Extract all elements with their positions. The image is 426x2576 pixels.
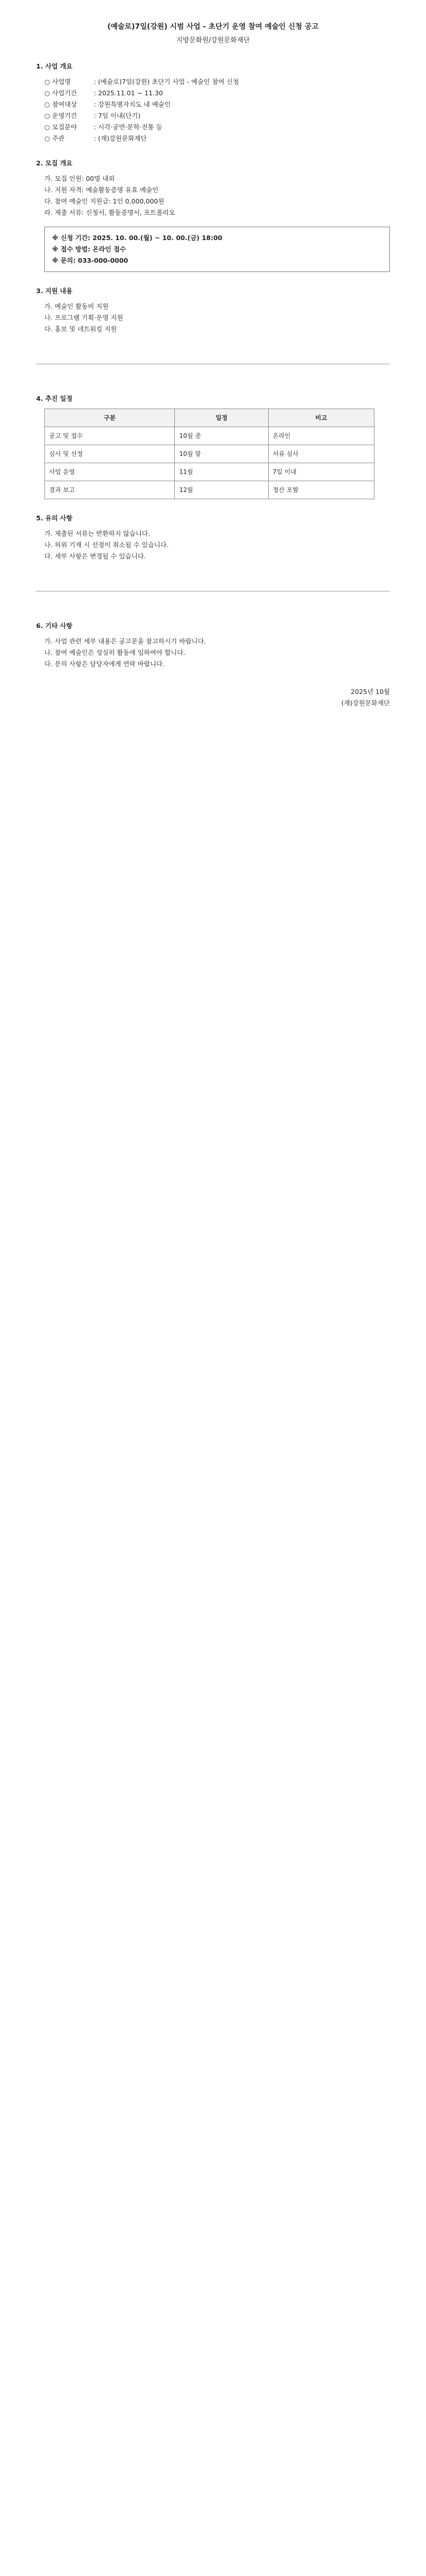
document-subtitle: 지방문화원/강원문화재단 (176, 37, 250, 44)
list-item: 다. 홍보 및 네트워킹 지원 (44, 325, 117, 333)
table-row (45, 463, 374, 481)
table-cell: 7일 이내 (268, 463, 374, 481)
table-row (45, 481, 374, 499)
table-cell: 결과 보고 (45, 481, 175, 499)
info-row (44, 133, 390, 144)
info-row (44, 110, 390, 122)
table-cell: 공고 및 접수 (45, 427, 175, 445)
table-cell: 10월 말 (175, 445, 268, 463)
info-row (44, 88, 390, 99)
signature-block (36, 686, 390, 709)
list-item: 가. 예술인 활동비 지원 (44, 302, 109, 310)
section-3-items (36, 301, 390, 335)
table-header-cell: 구분 (45, 409, 175, 427)
info-value: : 2025.11.01 ~ 11.30 (94, 89, 163, 97)
info-row (44, 122, 390, 133)
info-value: : 7일 이내(단기) (94, 112, 141, 120)
list-item: 다. 세부 사항은 변경될 수 있습니다. (44, 552, 146, 560)
table-header-cell: 비고 (268, 409, 374, 427)
list-item: 가. 사업 관련 세부 내용은 공고문을 참고하시기 바랍니다. (44, 637, 206, 645)
list-item: 다. 참여 예술인 지원금: 1인 0,000,000원 (44, 197, 165, 205)
table-cell: 심사 및 선정 (45, 445, 175, 463)
table-cell: 서류 심사 (268, 445, 374, 463)
section-5-items (36, 528, 390, 562)
info-value: : 강원특별자치도 내 예술인 (94, 100, 171, 108)
section-4-heading: 4. 추진 일정 (36, 395, 73, 402)
info-key: ○ 주관 (44, 134, 65, 142)
info-key: ○ 사업명 (44, 78, 71, 86)
table-row (45, 445, 374, 463)
info-row (44, 99, 390, 110)
list-item: 나. 프로그램 기획·운영 지원 (44, 314, 123, 321)
list-item: 다. 문의 사항은 담당자에게 연락 바랍니다. (44, 660, 165, 668)
document-title: (예술로)7일(강원) 시범 사업 - 초단기 운영 참여 예술인 신청 공고 (107, 23, 319, 31)
sign-org: (재)강원문화재단 (341, 699, 390, 707)
info-value: : (예술로)7일(강원) 초단기 사업 - 예술인 참여 신청 (94, 78, 239, 86)
section-1-rows (36, 76, 390, 144)
info-value: : (재)강원문화재단 (94, 134, 147, 142)
section-1-heading: 1. 사업 개요 (36, 62, 73, 70)
list-item: 가. 제출된 서류는 반환하지 않습니다. (44, 530, 150, 537)
info-row (44, 76, 390, 88)
notice-line: ※ 신청 기간: 2025. 10. 00.(월) ~ 10. 00.(금) 18:00 (52, 234, 222, 242)
table-cell: 11월 (175, 463, 268, 481)
schedule-table (44, 409, 374, 499)
info-key: ○ 모집분야 (44, 123, 77, 131)
info-key: ○ 운영기간 (44, 112, 77, 120)
list-item: 라. 제출 서류: 신청서, 활동증명서, 포트폴리오 (44, 209, 175, 216)
info-value: : 시각·공연·문학·전통 등 (94, 123, 162, 131)
list-item: 가. 모집 인원: 00명 내외 (44, 175, 115, 182)
table-cell: 12월 (175, 481, 268, 499)
section-6-items (36, 636, 390, 670)
section-2-heading: 2. 모집 개요 (36, 159, 73, 167)
section-3-heading: 3. 지원 내용 (36, 287, 73, 295)
table-cell: 10월 중 (175, 427, 268, 445)
info-key: ○ 사업기간 (44, 89, 77, 97)
section-6-heading: 6. 기타 사항 (36, 622, 73, 630)
notice-line: ※ 문의: 033-000-0000 (52, 257, 128, 264)
table-row (45, 427, 374, 445)
table-cell: 정산 포함 (268, 481, 374, 499)
table-cell: 온라인 (268, 427, 374, 445)
info-key: ○ 참여대상 (44, 100, 77, 108)
sign-date: 2025년 10월 (351, 688, 390, 696)
table-cell: 사업 운영 (45, 463, 175, 481)
notice-line: ※ 접수 방법: 온라인 접수 (52, 245, 126, 253)
notice-box (44, 227, 390, 272)
table-header-cell: 일정 (175, 409, 268, 427)
section-2-items (36, 173, 390, 218)
section-5-heading: 5. 유의 사항 (36, 514, 73, 522)
list-item: 나. 참여 예술인은 성실히 활동에 임하여야 합니다. (44, 649, 186, 656)
list-item: 나. 허위 기재 시 선정이 취소될 수 있습니다. (44, 541, 169, 549)
list-item: 나. 지원 자격: 예술활동증명 유효 예술인 (44, 186, 159, 194)
